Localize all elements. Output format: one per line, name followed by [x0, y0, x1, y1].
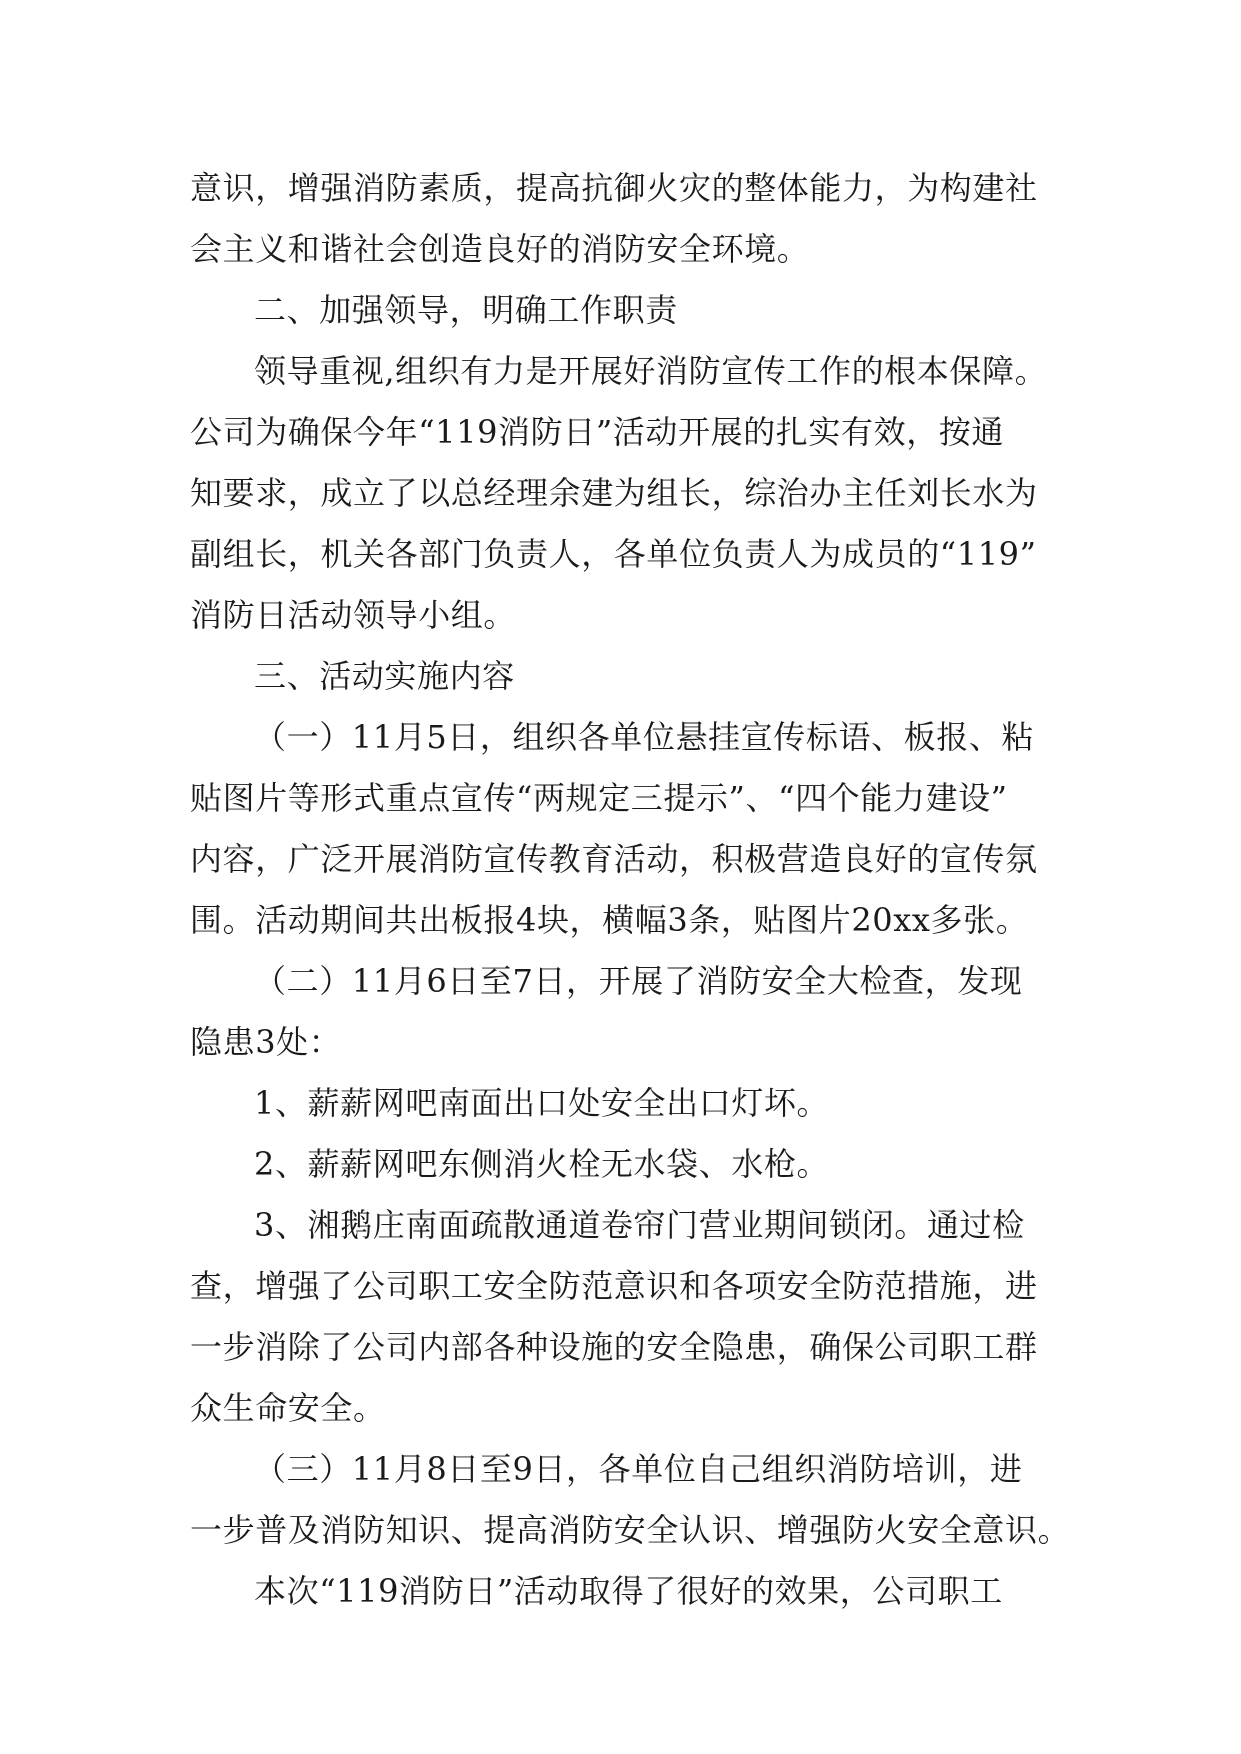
text-line: 本次“119消防日”活动取得了很好的效果，公司职工	[254, 1572, 1003, 1610]
text-line: （二）11月6日至7日，开展了消防安全大检查，发现	[254, 962, 1023, 1000]
text-line: 查，增强了公司职工安全防范意识和各项安全防范措施，进	[190, 1267, 1038, 1305]
text-line: 一步普及消防知识、提高消防安全认识、增强防火安全意识。	[190, 1511, 1071, 1549]
text-line: 副组长，机关各部门负责人，各单位负责人为成员的“119”	[190, 535, 1037, 573]
text-line: 围。活动期间共出板报4块，横幅3条，贴图片20xx多张。	[190, 901, 1029, 939]
list-item: 1、薪薪网吧南面出口处安全出口灯坏。	[254, 1084, 830, 1122]
section-heading: 三、活动实施内容	[254, 657, 515, 695]
text-line: 贴图片等形式重点宣传“两规定三提示”、“四个能力建设”	[190, 779, 1008, 817]
text-line: 消防日活动领导小组。	[190, 596, 517, 634]
text-line: 会主义和谐社会创造良好的消防安全环境。	[190, 230, 810, 268]
text-line: 意识，增强消防素质，提高抗御火灾的整体能力，为构建社	[190, 169, 1038, 207]
text-line: 众生命安全。	[190, 1389, 386, 1427]
text-line: 隐患3处：	[190, 1023, 342, 1061]
text-line: 知要求，成立了以总经理余建为组长，综治办主任刘长水为	[190, 474, 1038, 512]
section-heading: 二、加强领导，明确工作职责	[254, 291, 678, 329]
text-line: 公司为确保今年“119消防日”活动开展的扎实有效，按通	[190, 413, 1004, 451]
list-item: 3、湘鹅庄南面疏散通道卷帘门营业期间锁闭。通过检	[254, 1206, 1025, 1244]
text-line: （三）11月8日至9日，各单位自己组织消防培训，进	[254, 1450, 1023, 1488]
text-line: 一步消除了公司内部各种设施的安全隐患，确保公司职工群	[190, 1328, 1038, 1366]
text-line: 内容，广泛开展消防宣传教育活动，积极营造良好的宣传氛	[190, 840, 1038, 878]
text-line: （一）11月5日，组织各单位悬挂宣传标语、板报、粘	[254, 718, 1035, 756]
document-body	[190, 158, 1071, 1622]
list-item: 2、薪薪网吧东侧消火栓无水袋、水枪。	[254, 1145, 830, 1183]
text-line: 领导重视,组织有力是开展好消防宣传工作的根本保障。	[254, 352, 1048, 390]
